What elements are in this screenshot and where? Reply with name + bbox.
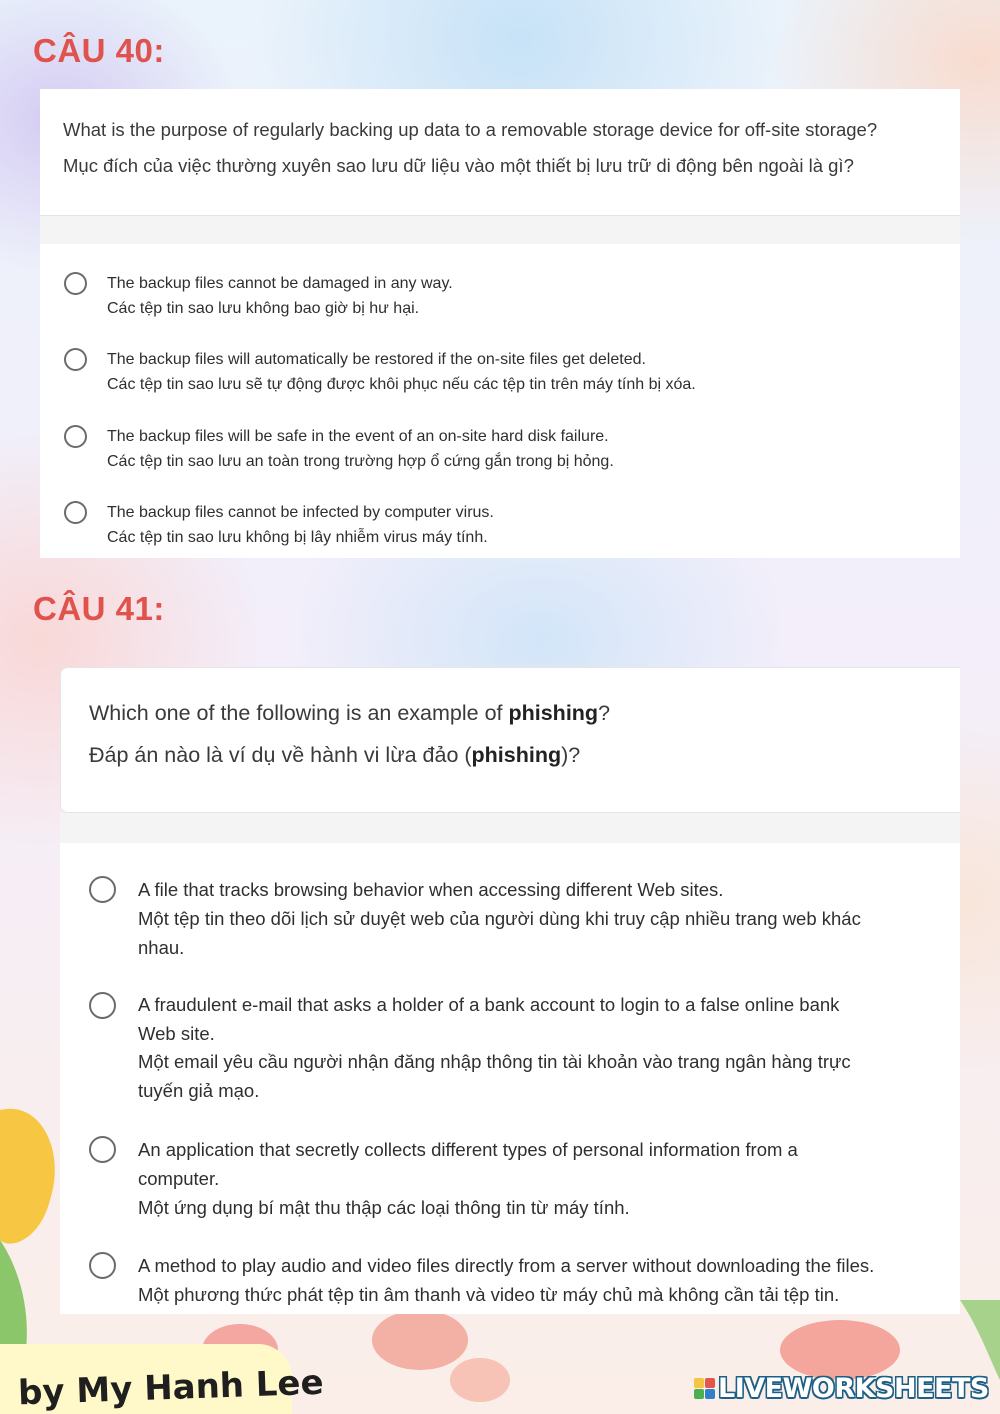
question-40-card — [40, 89, 960, 215]
question-41-heading: CÂU 41: — [33, 590, 165, 627]
radio-button[interactable] — [64, 272, 87, 295]
question-41-option-1[interactable] — [60, 873, 955, 963]
option-text-en: The backup files cannot be infected by computer virus. — [107, 504, 494, 521]
question-40-option-1[interactable] — [40, 268, 940, 318]
question-41-card — [60, 667, 960, 813]
option-text-vi: Các tệp tin sao lưu an toàn trong trường hợp ổ cứng gắn trong bị hỏng. — [107, 453, 614, 470]
radio-button[interactable] — [64, 348, 87, 371]
liveworksheets-icon — [694, 1378, 715, 1399]
question-40-options-card — [40, 244, 960, 558]
question-40-option-2[interactable] — [40, 344, 940, 394]
radio-button[interactable] — [89, 1136, 116, 1163]
option-text-en: An application that secretly collects different types of personal information from a — [138, 1139, 798, 1160]
option-text-vi: Một ứng dụng bí mật thu thập các loại thông tin từ máy tính. — [138, 1197, 630, 1218]
keyword-phishing: phishing — [508, 701, 599, 725]
option-text-en: computer. — [138, 1168, 220, 1189]
option-text-vi: Một tệp tin theo dõi lịch sử duyệt web của người dùng khi truy cập nhiều trang web khác — [138, 908, 861, 929]
keyword-phishing: phishing — [471, 743, 562, 767]
question-41-text-vi: Đáp án nào là ví dụ về hành vi lừa đảo (phishing)? — [89, 743, 581, 767]
brand-name: LIVEWORKSHEETS — [718, 1373, 989, 1404]
question-40-text-en: What is the purpose of regularly backing up data to a removable storage device for off-site storage? — [63, 119, 878, 140]
question-41-text-en: Which one of the following is an example of phishing? — [89, 701, 611, 725]
liveworksheets-logo — [694, 1373, 989, 1404]
option-text-vi: Các tệp tin sao lưu không bị lây nhiễm virus máy tính. — [107, 529, 488, 546]
radio-button[interactable] — [64, 425, 87, 448]
option-text-en: A method to play audio and video files directly from a server without downloading the files. — [138, 1255, 875, 1276]
question-40-heading: CÂU 40: — [33, 32, 165, 69]
question-41-option-2[interactable] — [60, 989, 955, 1107]
question-41-divider — [60, 813, 960, 844]
question-40-divider — [40, 215, 960, 245]
radio-button[interactable] — [89, 1252, 116, 1279]
radio-button[interactable] — [89, 876, 116, 903]
radio-button[interactable] — [89, 992, 116, 1019]
option-text-en: Web site. — [138, 1022, 215, 1044]
author-signature: by My Hanh Lee — [17, 1362, 325, 1414]
option-text-en: A file that tracks browsing behavior when accessing different Web sites. — [138, 879, 724, 900]
question-41-option-3[interactable] — [60, 1133, 955, 1223]
option-text-en: A fraudulent e-mail that asks a holder of a bank account to login to a false online bank — [138, 994, 840, 1015]
question-41-option-4[interactable] — [60, 1249, 955, 1309]
option-text-en: The backup files will be safe in the event of an on-site hard disk failure. — [107, 428, 609, 445]
option-text-vi: Các tệp tin sao lưu không bao giờ bị hư hại. — [107, 300, 420, 317]
question-40-option-3[interactable] — [40, 421, 940, 471]
option-text-vi: Một email yêu cầu người nhận đăng nhập thông tin tài khoản vào trang ngân hàng trực — [138, 1051, 851, 1072]
option-text-en: The backup files will automatically be restored if the on-site files get deleted. — [107, 351, 646, 368]
option-text-vi: Một phương thức phát tệp tin âm thanh và video từ máy chủ mà không cần tải tệp tin. — [138, 1284, 840, 1305]
option-text-vi: Các tệp tin sao lưu sẽ tự động được khôi phục nếu các tệp tin trên máy tính bị xóa. — [107, 376, 696, 393]
question-40-option-4[interactable] — [40, 497, 940, 547]
radio-button[interactable] — [64, 501, 87, 524]
question-41-options-card — [60, 843, 960, 1314]
option-text-vi: nhau. — [138, 937, 185, 958]
question-40-text-vi: Mục đích của việc thường xuyên sao lưu dữ liệu vào một thiết bị lưu trữ di động bên ngoài là gì? — [63, 155, 854, 176]
option-text-vi: tuyến giả mạo. — [138, 1079, 260, 1101]
option-text-en: The backup files cannot be damaged in any way. — [107, 275, 453, 292]
